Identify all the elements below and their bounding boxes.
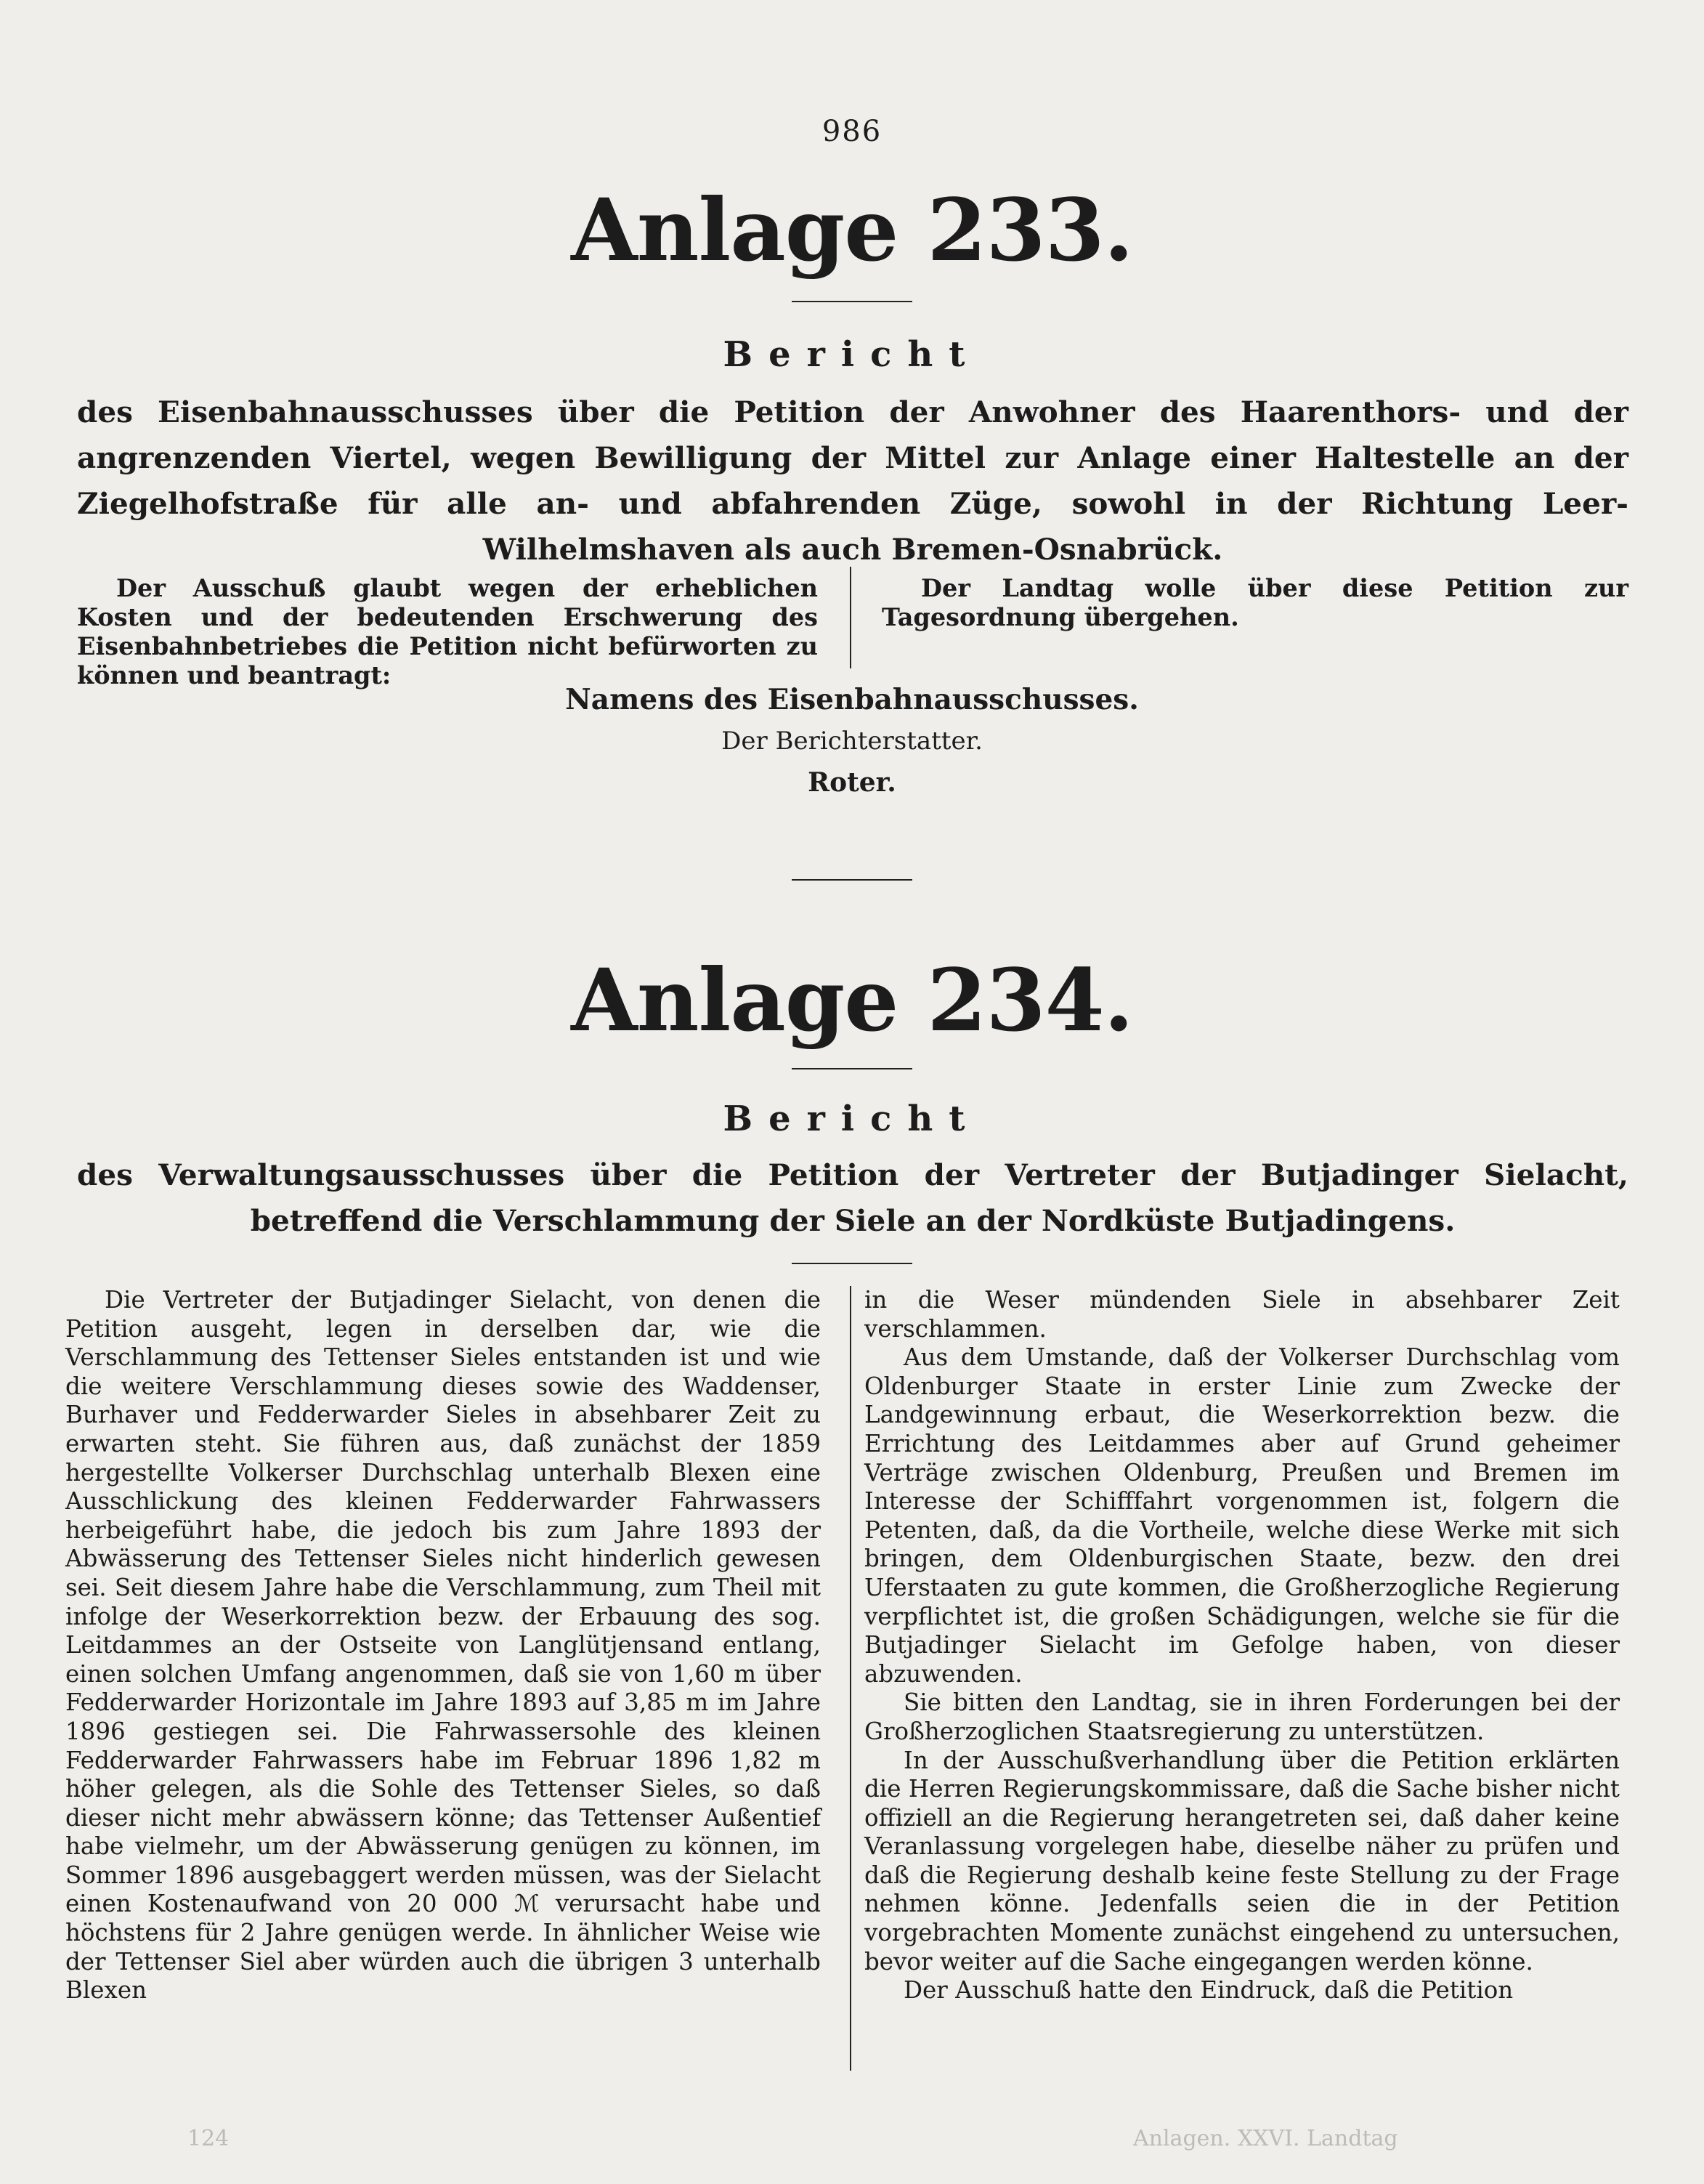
column-divider xyxy=(850,567,851,668)
paragraph: In der Ausschußverhandlung über die Petition erklärten die Herren Regierungskommissare, daß die Sache bisher nicht offiziell an die Regierung herangetreten sei, daß daher keine Veranlassung vorgelegen habe, dieselbe näher zu prüfen und daß die Regierung deshalb keine feste Stellung zu der Frage nehmen könne. Jedenfalls seien die in der Petition vorgebrachten Momente zunächst eingehend zu untersuchen, bevor weiter auf die Sache eingegangen werden könne. xyxy=(864,1746,1620,1975)
anlage-234-petition-title: des Verwaltungsausschusses über die Petition der Vertreter der Butjadinger Sielacht, betreffend die Verschlammung der Siele an der Nordküste Butjadingens. xyxy=(77,1157,1628,1238)
running-footer: Anlagen. XXVI. Landtag xyxy=(1133,2126,1398,2151)
paragraph: Sie bitten den Landtag, sie in ihren Forderungen bei der Großherzoglichen Staatsregierung zu unterstützen. xyxy=(864,1688,1620,1745)
anlage-233-bericht-heading: Bericht xyxy=(723,334,981,375)
paragraph: in die Weser mündenden Siele in absehbarer Zeit verschlammen. xyxy=(864,1286,1620,1343)
section-rule xyxy=(792,1263,912,1264)
anlage-234-title: Anlage 234. xyxy=(571,950,1133,1051)
anlage-234-right-column xyxy=(864,1286,1620,2005)
signature-role: Der Berichterstatter. xyxy=(721,727,983,756)
anlage-234-bericht-heading: Bericht xyxy=(723,1099,981,1139)
anlage-233-recommendation: Der Ausschuß glaubt wegen der erheblichen Kosten und der bedeutenden Erschwerung des Eisenbahnbetriebes die Petition nicht befürworten zu können und beantragt: xyxy=(77,574,818,689)
section-rule xyxy=(792,879,912,881)
anlage-234-left-column xyxy=(65,1286,821,2005)
signature-committee: Namens des Eisenbahnausschusses. xyxy=(565,683,1139,716)
paragraph: Der Ausschuß hatte den Eindruck, daß die Petition xyxy=(904,1976,1514,2005)
signature-mark: 124 xyxy=(187,2126,230,2151)
anlage-233-right-column xyxy=(882,574,1628,632)
anlage-233-petition-title: des Eisenbahnausschusses über die Petition der Anwohner des Haarenthors- und der angrenzenden Viertel, wegen Bewilligung der Mittel zur Anlage einer Haltestelle an der Ziegelhofstraße für alle an- und abfahrenden Züge, sowohl in der Richtung Leer-Wilhelmshaven als auch Bremen-Osnabrück. xyxy=(77,395,1628,567)
page-number: 986 xyxy=(821,115,883,148)
anlage-233-left-column xyxy=(77,574,818,690)
column-divider xyxy=(850,1286,851,2071)
paragraph: Die Vertreter der Butjadinger Sielacht, von denen die Petition ausgeht, legen in derselben dar, wie die Verschlammung des Tettenser Sieles entstanden ist und wie die weitere Verschlammung dieses sowie des Waddenser, Burhaver und Fedderwarder Sieles in absehbarer Zeit zu erwarten steht. Sie führen aus, daß zunächst der 1859 hergestellte Volkerser Durchschlag unterhalb Blexen eine Ausschlickung des kleinen Fedderwarder Fahrwassers herbeigeführt habe, die jedoch bis zum Jahre 1893 der Abwässerung des Tettenser Sieles nicht hinderlich gewesen sei. Seit diesem Jahre habe die Verschlammung, zum Theil mit infolge der Weserkorrektion bezw. der Erbauung des sog. Leitdammes an der Ostseite von Langlütjensand entlang, einen solchen Umfang angenommen, daß sie von 1,60 m über Fedderwarder Horizontale im Jahre 1893 auf 3,85 m im Jahre 1896 gestiegen sei. Die Fahrwassersohle des kleinen Fedderwarder Fahrwassers habe im Februar 1896 1,82 m höher gelegen, als die Sohle des Tettenser Sieles, so daß dieser nicht mehr abwässern könne; das Tettenser Außentief habe vielmehr, um der Abwässerung genügen zu können, im Sommer 1896 ausgebaggert werden müssen, was der Sielacht einen Kostenaufwand von 20 000 ℳ verursacht habe und höchstens für 2 Jahre genügen werde. In ähnlicher Weise wie der Tettenser Siel aber würden auch die übrigen 3 unterhalb Blexen xyxy=(65,1286,821,2005)
title-rule xyxy=(792,301,912,302)
signature-name: Roter. xyxy=(808,767,896,798)
anlage-233-title: Anlage 233. xyxy=(571,179,1133,280)
paragraph: Aus dem Umstande, daß der Volkerser Durchschlag vom Oldenburger Staate in erster Linie zum Zwecke der Landgewinnung erbaut, die Weserkorrektion bezw. die Errichtung des Leitdammes aber auf Grund geheimer Verträge zwischen Oldenburg, Preußen und Bremen im Interesse der Schifffahrt vorgenommen ist, folgern die Petenten, daß, da die Vortheile, welche diese Werke mit sich bringen, dem Oldenburgischen Staate, bezw. den drei Uferstaaten zu gute kommen, die Großherzogliche Regierung verpflichtet ist, die großen Schädigungen, welche sie für die Butjadinger Sielacht im Gefolge haben, von dieser abzuwenden. xyxy=(864,1343,1620,1688)
anlage-233-motion: Der Landtag wolle über diese Petition zur Tagesordnung übergehen. xyxy=(882,574,1628,631)
title-rule xyxy=(792,1068,912,1069)
